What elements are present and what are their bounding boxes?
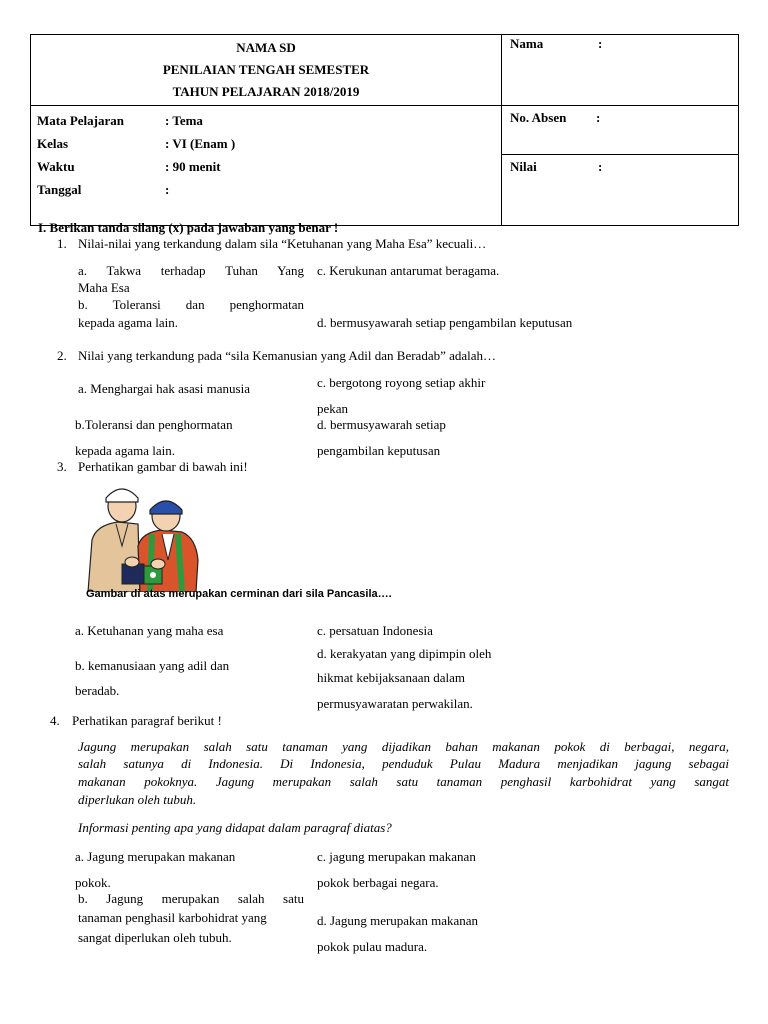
q2-text: Nilai yang terkandung pada “sila Kemanusian yang Adil dan Beradab” adalah… [78,348,497,363]
grade-value: : [598,159,603,174]
exam-title: PENILAIAN TENGAH SEMESTER [162,62,370,77]
header-table [30,34,739,226]
q4-paragraph-line3: makanan pokoknya. Jagung merupakan salah satu tanaman penghasil karbohidrat yang sangat [78,774,729,789]
q1-option-d: d. bermusyawarah setiap pengambilan keputusan [317,315,573,330]
q4-option-b-line2: tanaman penghasil karbohidrat yang [78,910,267,925]
grade-label: Nilai [510,159,537,174]
name-label: Nama [510,36,544,51]
two-muslim-men-illustration [78,480,203,592]
q2-option-b-line1: b.Toleransi dan penghormatan [75,417,233,432]
q2-option-d-line2: pengambilan keputusan [317,443,441,458]
q4-paragraph-line4: diperlukan oleh tubuh. [78,792,197,807]
q3-option-d-line1: d. kerakyatan yang dipimpin oleh [317,646,492,661]
q4-number: 4. [50,713,60,728]
q4-option-d-line1: d. Jagung merupakan makanan [317,913,479,928]
q4-option-c-line2: pokok berbagai negara. [317,875,439,890]
q3-option-b-line1: b. kemanusiaan yang adil dan [75,658,230,673]
q4-option-a-line2: pokok. [75,875,111,890]
q4-text: Perhatikan paragraf berikut ! [72,713,222,728]
q4-paragraph-line2: salah satunya di Indonesia. Di Indonesia, penduduk Pulau Madura menjadikan jagung sebagai [78,756,729,771]
q1-option-c: c. Kerukunan antarumat beragama. [317,263,500,278]
time-label: Waktu [37,159,75,174]
q3-text: Perhatikan gambar di bawah ini! [78,459,248,474]
q3-option-c: c. persatuan Indonesia [317,623,433,638]
academic-year: TAHUN PELAJARAN 2018/2019 [172,84,360,99]
absen-cell [502,106,739,155]
q1-number: 1. [57,236,67,251]
subject-value: : Tema [165,113,203,128]
q4-option-a-line1: a. Jagung merupakan makanan [75,849,236,864]
q4-option-b-line3: sangat diperlukan oleh tubuh. [78,930,232,945]
q4-prompt: Informasi penting apa yang didapat dalam paragraf diatas? [78,820,392,835]
q2-number: 2. [57,348,67,363]
date-value: : [165,182,170,197]
class-value: : VI (Enam ) [165,136,236,151]
q2-option-d-line1: d. bermusyawarah setiap [317,417,446,432]
subject-label: Mata Pelajaran [37,113,125,128]
q3-caption: Gambar di atas merupakan cerminan dari sila Pancasila…. [86,588,392,600]
name-cell [502,35,739,106]
q2-option-c-line2: pekan [317,401,349,416]
q3-number: 3. [57,459,67,474]
grade-cell [502,155,739,226]
q1-option-b-line2: kepada agama lain. [78,315,178,330]
absen-value: : [596,110,601,125]
q2-option-b-line2: kepada agama lain. [75,443,175,458]
section-title: I. Berikan tanda silang (x) pada jawaban yang benar ! [38,220,339,235]
q3-option-b-line2: beradab. [75,683,120,698]
name-value: : [598,36,603,51]
q4-paragraph-line1: Jagung merupakan salah satu tanaman yang dijadikan bahan makanan pokok di berbagai, negara, [78,739,729,754]
q1-option-b-line1: b. Toleransi dan penghormatan [78,297,304,312]
class-label: Kelas [37,136,69,151]
q1-text: Nilai-nilai yang terkandung dalam sila “Ketuhanan yang Maha Esa” kecuali… [78,236,487,251]
q2-option-c-line1: c. bergotong royong setiap akhir [317,375,486,390]
q2-option-a: a. Menghargai hak asasi manusia [78,381,250,396]
school-name: NAMA SD [236,40,296,55]
date-label: Tanggal [37,182,82,197]
q4-option-d-line2: pokok pulau madura. [317,939,428,954]
absen-label: No. Absen [510,110,567,125]
title-cell [31,35,502,106]
q4-option-c-line1: c. jagung merupakan makanan [317,849,476,864]
info-cell [31,106,502,226]
q3-option-a: a. Ketuhanan yang maha esa [75,623,224,638]
time-value: : 90 menit [165,159,221,174]
q1-option-a-line2: Maha Esa [78,280,130,295]
q4-option-b-line1: b. Jagung merupakan salah satu [78,891,304,906]
q1-option-a-line1: a. Takwa terhadap Tuhan Yang [78,263,304,278]
q3-option-d-line2: hikmat kebijaksanaan dalam [317,670,466,685]
q3-option-d-line3: permusyawaratan perwakilan. [317,696,473,711]
